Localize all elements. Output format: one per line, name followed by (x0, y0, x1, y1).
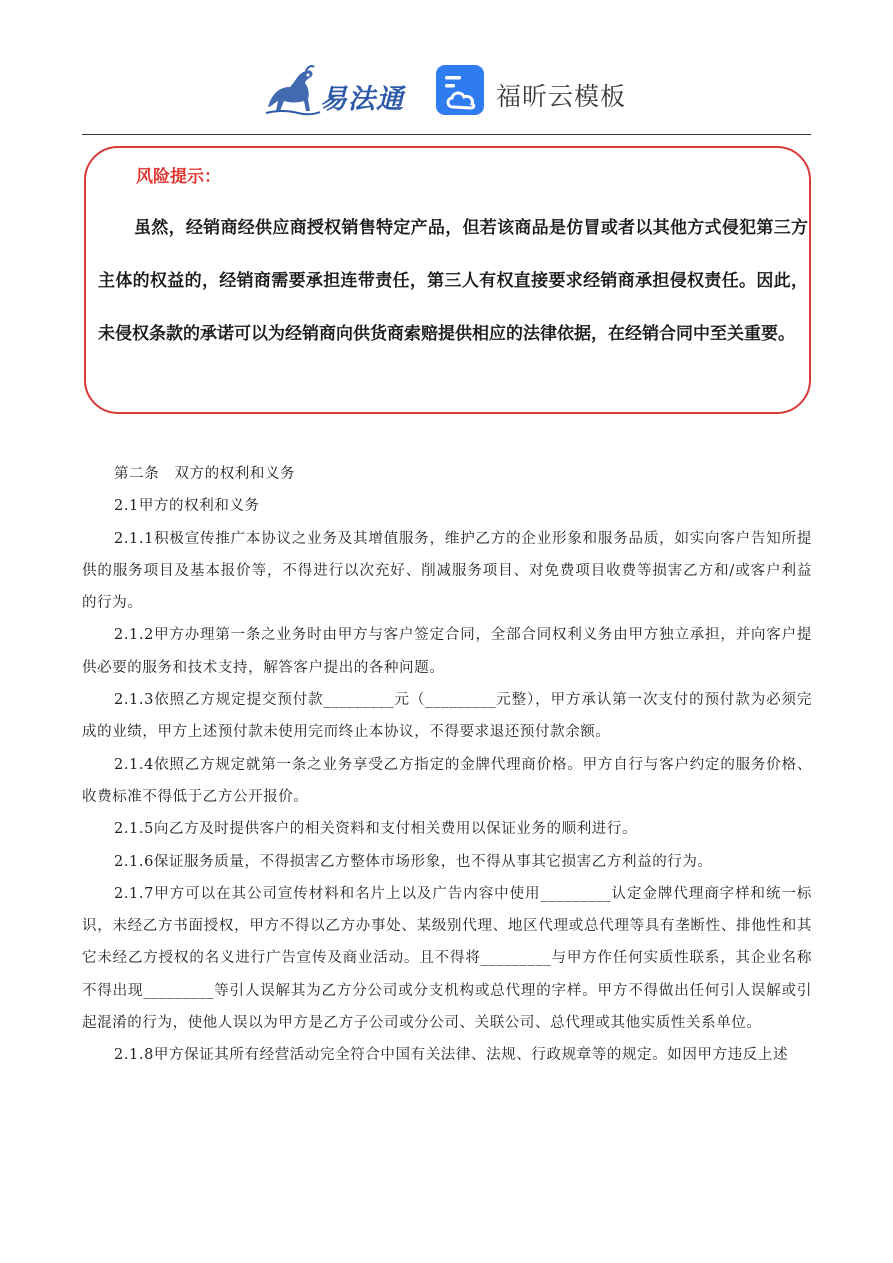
risk-notice-title: 风险提示： (136, 167, 221, 187)
cloud-template-icon (436, 65, 486, 117)
clause-2-1-1: 2.1.1积极宣传推广本协议之业务及其增值服务，维护乙方的企业形象和服务品质，如实向客户告知所提供的服务项目及基本报价等，不得进行以次充好、削减服务项目、对免费项目收费等损害乙方和/或客户利益的行为。 (82, 530, 812, 612)
clause-2-1-7: 2.1.7甲方可以在其公司宣传材料和名片上以及广告内容中使用_________认定金牌代理商字样和统一标识，未经乙方书面授权，甲方不得以乙方办事处、某级别代理、地区代理或总代理等具有垄断性、排他性和其它未经乙方授权的名义进行广告宣传及商业活动。且不得将_________与甲方作任何实质性联系，其企业名称不得出现_________等引人误解其为乙方分公司或分支机构或总代理的字样。甲方不得做出任何引人误解或引起混淆的行为，使他人误以为甲方是乙方子公司或分公司、关联公司、总代理或其他实质性关系单位。 (82, 885, 812, 1032)
clause-2-1-5: 2.1.5向乙方及时提供客户的相关资料和支付相关费用以保证业务的顺利进行。 (114, 821, 638, 838)
brand-right-name: 福昕云模板 (496, 82, 627, 111)
yifatong-logo (262, 63, 422, 119)
header-divider (82, 134, 811, 135)
horse-logo-icon (262, 63, 322, 119)
risk-notice-box (84, 146, 811, 414)
contract-body (82, 458, 812, 1072)
fuxin-logo (436, 65, 636, 119)
section-heading: 2.1甲方的权利和义务 (114, 498, 260, 515)
clause-2-1-8: 2.1.8甲方保证其所有经营活动完全符合中国有关法律、法规、行政规章等的规定。如因甲方违反上述 (114, 1047, 789, 1064)
article-heading: 第二条 双方的权利和义务 (114, 466, 296, 482)
clause-2-1-2: 2.1.2甲方办理第一条之业务时由甲方与客户签定合同，全部合同权利义务由甲方独立承担，并向客户提供必要的服务和技术支持，解答客户提出的各种问题。 (82, 627, 812, 676)
clause-2-1-3: 2.1.3依照乙方规定提交预付款_________元（_________元整），甲方承认第一次支付的预付款为必须完成的业绩，甲方上述预付款未使用完而终止本协议，不得要求退还预付款余额。 (82, 692, 812, 741)
brand-left-name: 易法通 (320, 84, 404, 115)
clause-2-1-4: 2.1.4依照乙方规定就第一条之业务享受乙方指定的金牌代理商价格。甲方自行与客户约定的服务价格、收费标准不得低于乙方公开报价。 (82, 756, 812, 805)
risk-notice-body: 虽然，经销商经供应商授权销售特定产品，但若该商品是仿冒或者以其他方式侵犯第三方主体的权益的，经销商需要承担连带责任，第三人有权直接要求经销商承担侵权责任。因此，未侵权条款的承诺可以为经销商向供货商索赔提供相应的法律依据，在经销合同中至关重要。 (98, 218, 808, 344)
page-header (0, 55, 893, 125)
clause-2-1-6: 2.1.6保证服务质量，不得损害乙方整体市场形象，也不得从事其它损害乙方利益的行为。 (114, 853, 713, 870)
